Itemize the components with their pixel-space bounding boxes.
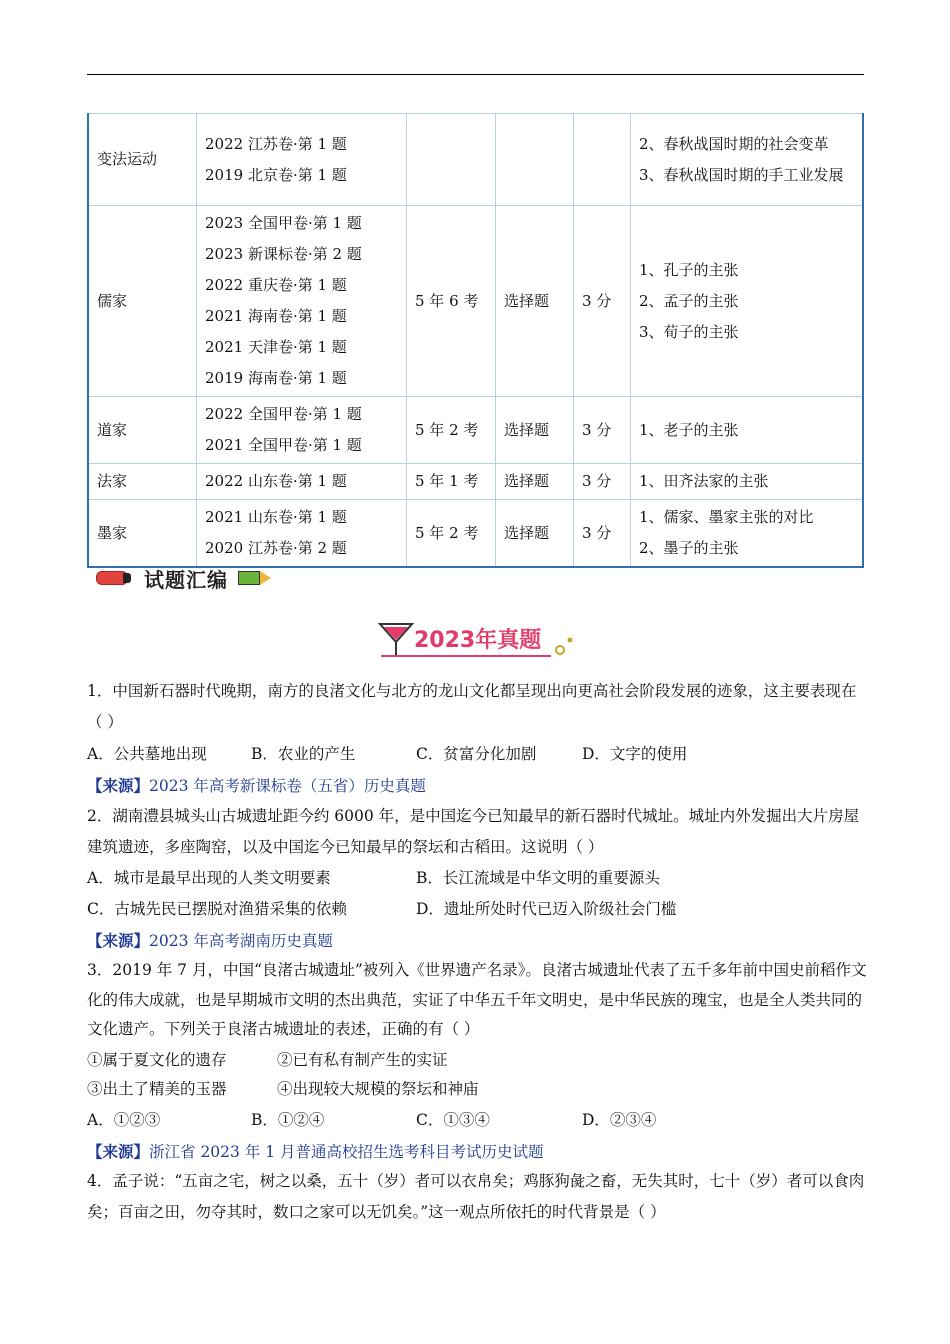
pencil-icon [238,571,260,585]
sources-cell [197,397,407,464]
score-cell [574,114,631,206]
q2-source [87,925,867,957]
year-underline [381,655,551,657]
capsule-icon [96,571,128,585]
key-points-cell [631,464,864,500]
key-points-line: 1、儒家、墨家主张的对比 [639,508,814,526]
table-row [88,397,863,464]
q2-option-c: C．古城先民已摆脱对渔猎采集的依赖 [87,900,347,918]
sources-line: 2022 山东卷·第 1 题 [205,472,347,490]
sources-line: 2021 山东卷·第 1 题 [205,508,347,526]
question-3-stem: 3．2019 年 7 月，中国“良渚古城遗址”被列入《世界遗产名录》。良渚古城遗址代表了五千多年前中国史前稻作文化的伟大成就，也是早期城市文明的杰出典范，实证了中华五千年文明史，是中华民族的瑰宝，也是全人类共同的文化遗产。下列关于良渚古城遗址的表述，正确的有（ ） [87,961,867,1038]
key-points-line: 1、田齐法家的主张 [639,472,769,490]
sources-line: 2023 全国甲卷·第 1 题 [205,214,362,232]
q1-source [87,770,867,802]
sources-line: 2022 重庆卷·第 1 题 [205,276,347,294]
sources-line: 2022 全国甲卷·第 1 题 [205,405,362,423]
q3-source-label: 【来源】 [87,1142,150,1161]
section-banner [96,564,260,592]
score-cell: 3 分 [574,464,631,500]
key-points-line: 1、孔子的主张 [639,260,739,279]
table-row [88,500,863,568]
sources-line: 2020 江苏卷·第 2 题 [205,539,347,557]
q2-option-d: D．遗址所处时代已迈入阶级社会门槛 [416,900,677,918]
frequency-cell [407,114,496,206]
score-cell: 3 分 [574,206,631,397]
key-points-line: 3、荀子的主张 [639,322,739,341]
key-points-line: 2、墨子的主张 [639,539,739,557]
question-4-stem: 4．孟子说：“五亩之宅，树之以桑，五十（岁）者可以衣帛矣；鸡豚狗彘之畜，无失其时，七十（岁）者可以食肉矣；百亩之田，勿夺其时，数口之家可以无饥矣。”这一观点所依托的时代背景是（ ） [87,1172,865,1221]
topic-cell: 变法运动 [88,114,197,206]
year-heading: 2023年真题 [414,628,542,653]
sources-line: 2021 全国甲卷·第 1 题 [205,436,362,454]
sources-cell [197,464,407,500]
question-type-cell: 选择题 [496,397,574,464]
question-type-cell: 选择题 [496,464,574,500]
exam-analysis-table [87,113,864,568]
sources-cell [197,206,407,397]
question-1-stem: 1．中国新石器时代晚期，南方的良渚文化与北方的龙山文化都呈现出向更高社会阶段发展的迹象，这主要表现在（ ） [87,682,857,731]
q1-option-d: D．文字的使用 [582,745,688,763]
question-type-cell [496,114,574,206]
frequency-cell: 5 年 2 考 [407,500,496,568]
key-points-line: 2、春秋战国时期的社会变革 [639,134,829,153]
frequency-cell: 5 年 6 考 [407,206,496,397]
q2-source-label: 【来源】 [87,931,150,950]
key-points-cell [631,114,864,206]
topic-cell: 墨家 [88,500,197,568]
q3-statement-4: ④出现较大规模的祭坛和神庙 [277,1080,479,1098]
q3-statement-2: ②已有私有制产生的实证 [277,1051,448,1069]
table-row [88,206,863,397]
sources-line: 2022 江苏卷·第 1 题 [205,134,347,153]
sources-line: 2023 新课标卷·第 2 题 [205,245,362,263]
q2-option-b: B．长江流域是中华文明的重要源头 [416,869,660,887]
q3-statement-1: ①属于夏文化的遗存 [87,1051,227,1069]
q1-option-c: C．贫富分化加剧 [416,745,537,763]
section-title: 试题汇编 [144,567,228,592]
key-points-line: 2、孟子的主张 [639,291,739,310]
frequency-cell: 5 年 2 考 [407,397,496,464]
header-rule [87,74,864,75]
topic-cell: 道家 [88,397,197,464]
sources-line: 2021 天津卷·第 1 题 [205,338,347,356]
q3-option-b: B．①②④ [251,1111,325,1129]
sources-line: 2021 海南卷·第 1 题 [205,307,347,325]
table-row [88,114,863,206]
question-2-stem: 2．湖南澧县城头山古城遗址距今约 6000 年，是中国迄今已知最早的新石器时代城址。城址内外发掘出大片房屋建筑遗迹，多座陶窑，以及中国迄今已知最早的祭坛和古稻田。这说明（ ） [87,807,860,856]
sources-cell [197,500,407,568]
q3-source [87,1136,867,1168]
question-type-cell: 选择题 [496,206,574,397]
table-row [88,464,863,500]
q1-source-label: 【来源】 [87,776,150,795]
q2-source-text: 2023 年高考湖南历史真题 [149,932,333,950]
q3-option-a: A．①②③ [87,1111,161,1129]
key-points-line: 3、春秋战国时期的手工业发展 [639,165,844,184]
q1-option-a: A．公共墓地出现 [87,745,207,763]
q3-option-c: C．①③④ [416,1111,490,1129]
key-points-cell [631,500,864,568]
sources-cell [197,114,407,206]
q3-statement-3: ③出土了精美的玉器 [87,1080,227,1098]
q3-source-text: 浙江省 2023 年 1 月普通高校招生选考科目考试历史试题 [149,1143,544,1161]
q2-option-a: A．城市是最早出现的人类文明要素 [87,869,331,887]
sources-line: 2019 海南卷·第 1 题 [205,369,347,387]
key-points-cell [631,397,864,464]
frequency-cell: 5 年 1 考 [407,464,496,500]
q1-source-text: 2023 年高考新课标卷（五省）历史真题 [149,777,426,795]
q3-option-d: D．②③④ [582,1111,657,1129]
q1-option-b: B．农业的产生 [251,745,356,763]
question-type-cell: 选择题 [496,500,574,568]
topic-cell: 法家 [88,464,197,500]
score-cell: 3 分 [574,500,631,568]
sources-line: 2019 北京卷·第 1 题 [205,165,347,184]
key-points-line: 1、老子的主张 [639,420,739,439]
key-points-cell [631,206,864,397]
topic-cell: 儒家 [88,206,197,397]
score-cell: 3 分 [574,397,631,464]
